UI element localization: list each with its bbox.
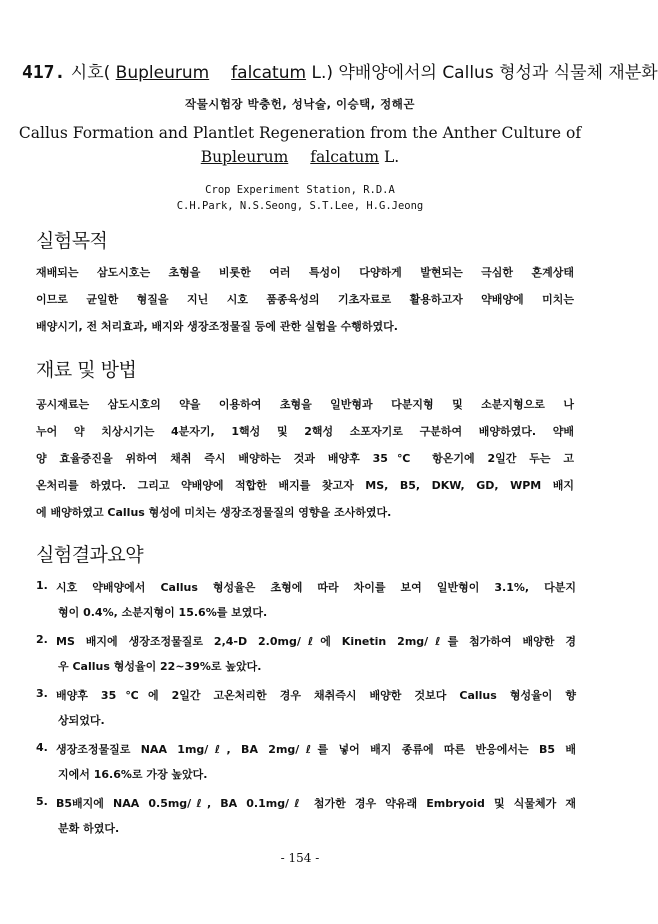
methods-line: 누어 약 치상시기는 4분자기, 1핵성 및 2핵성 소포자기로 구분하여 배양하였다. 약배 xyxy=(36,425,574,438)
methods-line: 에 배양하였고 Callus 형성에 미치는 생장조정물질의 영향을 조사하였다. xyxy=(36,506,392,519)
methods-line: 공시재료는 삼도시호의 약을 이용하여 초형을 일반형과 다분지형 및 소분지형으로 나 xyxy=(36,398,574,411)
page-number: - 154 - xyxy=(280,851,320,865)
english-title-species: falcatum xyxy=(310,148,380,166)
heading-objective: 실험목적 xyxy=(36,230,108,252)
title-species: falcatum xyxy=(231,63,307,83)
result-item-line: MS 배지에 생장조정물질로 2,4-D 2.0mg/ℓ에 Kinetin 2mg/ℓ를 첨가하여 배양한 경 xyxy=(56,635,576,648)
result-item-line: B5배지에 NAA 0.5mg/ℓ, BA 0.1mg/ℓ 첨가한 경우 약유래 Embryoid 및 식물체가 재 xyxy=(56,797,576,810)
objective-line: 이므로 균일한 형질을 지닌 시호 품종육성의 기초자료로 활용하고자 약배양에 미치는 xyxy=(36,293,574,306)
result-item-line: 배양후 35℃에 2일간 고온처리한 경우 채취즉시 배양한 것보다 Callus 형성율이 향 xyxy=(56,689,576,702)
result-item-line: 시호 약배양에서 Callus 형성율은 초형에 따라 차이를 보여 일반형이 3.1%, 다분지 xyxy=(56,581,576,594)
result-item-number: 2. xyxy=(36,633,48,646)
english-title-line2 xyxy=(0,148,600,166)
result-item-line: 분화 하였다. xyxy=(58,822,120,835)
english-title-genus: Bupleurum xyxy=(200,148,289,166)
result-item-number: 1. xyxy=(36,579,48,592)
result-item-number: 5. xyxy=(36,795,48,808)
objective-line: 재배되는 삼도시호는 초형을 비롯한 여러 특성이 다양하게 발현되는 극심한 혼계상태 xyxy=(36,266,574,279)
result-item-line: 형이 0.4%, 소분지형이 15.6%를 보였다. xyxy=(58,606,268,619)
affiliation-authors: C.H.Park, N.S.Seong, S.T.Lee, H.G.Jeong xyxy=(176,200,424,212)
paper-title xyxy=(22,58,658,83)
result-item-number: 3. xyxy=(36,687,48,700)
methods-line: 양 효율증진을 위하여 채취 즉시 배양하는 것과 배양후 35℃ 항온기에 2일간 두는 고 xyxy=(36,452,574,465)
methods-line: 온처리를 하였다. 그리고 약배양에 적합한 배지를 찾고자 MS, B5, DKW, GD, WPM 배지 xyxy=(36,479,574,492)
title-ko-end: L.) 약배양에서의 Callus 형성과 식물체 재분화 xyxy=(311,63,658,83)
title-genus: Bupleurum xyxy=(115,63,210,83)
english-title-suffix: L. xyxy=(383,148,400,166)
authors-korean: 작물시험장 박충헌, 성낙술, 이승택, 정해곤 xyxy=(185,97,415,111)
article-number: 417. xyxy=(22,62,66,83)
result-item-line: 상되었다. xyxy=(58,714,105,727)
heading-results: 실험결과요약 xyxy=(36,544,144,566)
result-item-line: 우 Callus 형성율이 22~39%로 높았다. xyxy=(58,660,262,673)
result-item-line: 지에서 16.6%로 가장 높았다. xyxy=(58,768,208,781)
english-title-line1: Callus Formation and Plantlet Regeneration from the Anther Culture of xyxy=(18,124,582,142)
result-item-line: 생장조정물질로 NAA 1mg/ℓ, BA 2mg/ℓ를 넣어 배지 종류에 따른 반응에서는 B5 배 xyxy=(56,743,576,756)
affiliation-station: Crop Experiment Station, R.D.A xyxy=(205,184,395,196)
result-item-number: 4. xyxy=(36,741,48,754)
title-ko-start: 시호( xyxy=(70,63,111,83)
objective-line: 배양시기, 전 처리효과, 배지와 생장조정물질 등에 관한 실험을 수행하였다. xyxy=(36,320,398,333)
heading-methods: 재료 및 방법 xyxy=(36,359,137,381)
